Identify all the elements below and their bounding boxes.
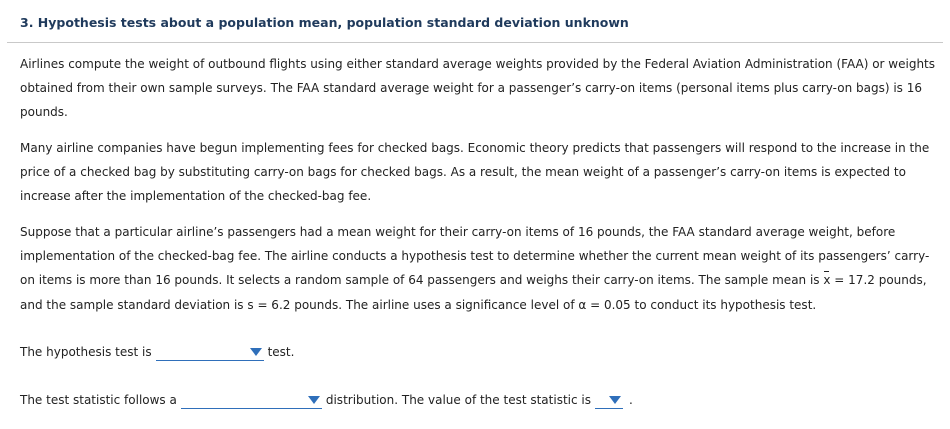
x-bar-symbol: x — [823, 268, 830, 292]
triangle-down-icon — [308, 396, 320, 404]
triangle-down-icon — [609, 396, 621, 404]
paragraph-scenario — [20, 220, 935, 317]
question-test-statistic — [20, 391, 633, 409]
question-test-statistic-suffix: . — [628, 393, 633, 407]
question-test-type-prefix: The hypothesis test is — [20, 345, 152, 359]
scenario-text-start: Suppose that a particular airline’s passengers had a mean weight for their carry-on items of 16 pounds, the FAA standard average weight, before implementation of the checked-bag fee. The airline conducts a hypothesis test to determine whether the current mean weight of its passengers’ carry-on items is more than 16 pounds. It selects a random sample of 64 passengers and weighs their carry-on items. The sample mean is — [20, 225, 930, 288]
test-type-dropdown[interactable] — [156, 344, 264, 361]
title-bar — [7, 4, 943, 43]
question-test-type-suffix: test. — [267, 345, 295, 359]
question-test-type — [20, 343, 294, 361]
question-test-statistic-prefix: The test statistic follows a — [20, 393, 177, 407]
test-statistic-value-dropdown[interactable] — [595, 392, 623, 409]
distribution-dropdown[interactable] — [181, 392, 322, 409]
scenario-text-end: = 17.2 pounds, and the sample standard deviation is s = 6.2 pounds. The airline uses a significance level of α = 0.05 to conduct its hypothesis test. — [20, 273, 927, 312]
paragraph-faa-weights: Airlines compute the weight of outbound flights using either standard average weights provided by the Federal Aviation Administration (FAA) or weights obtained from their own sample surveys. The FAA standard average weight for a passenger’s carry-on items (personal items plus carry-on bags) is 16 pounds. — [20, 57, 935, 120]
page-title: 3. Hypothesis tests about a population mean, population standard deviation unknown — [20, 15, 629, 30]
question-test-statistic-middle: distribution. The value of the test statistic is — [325, 393, 591, 407]
triangle-down-icon — [250, 348, 262, 356]
paragraph-checked-bag-fees: Many airline companies have begun implementing fees for checked bags. Economic theory predicts that passengers will respond to the increase in the price of a checked bag by substituting carry-on bags for checked bags. As a result, the mean weight of a passenger’s carry-on items is expected to increase after the implementation of the checked-bag fee. — [20, 141, 930, 204]
